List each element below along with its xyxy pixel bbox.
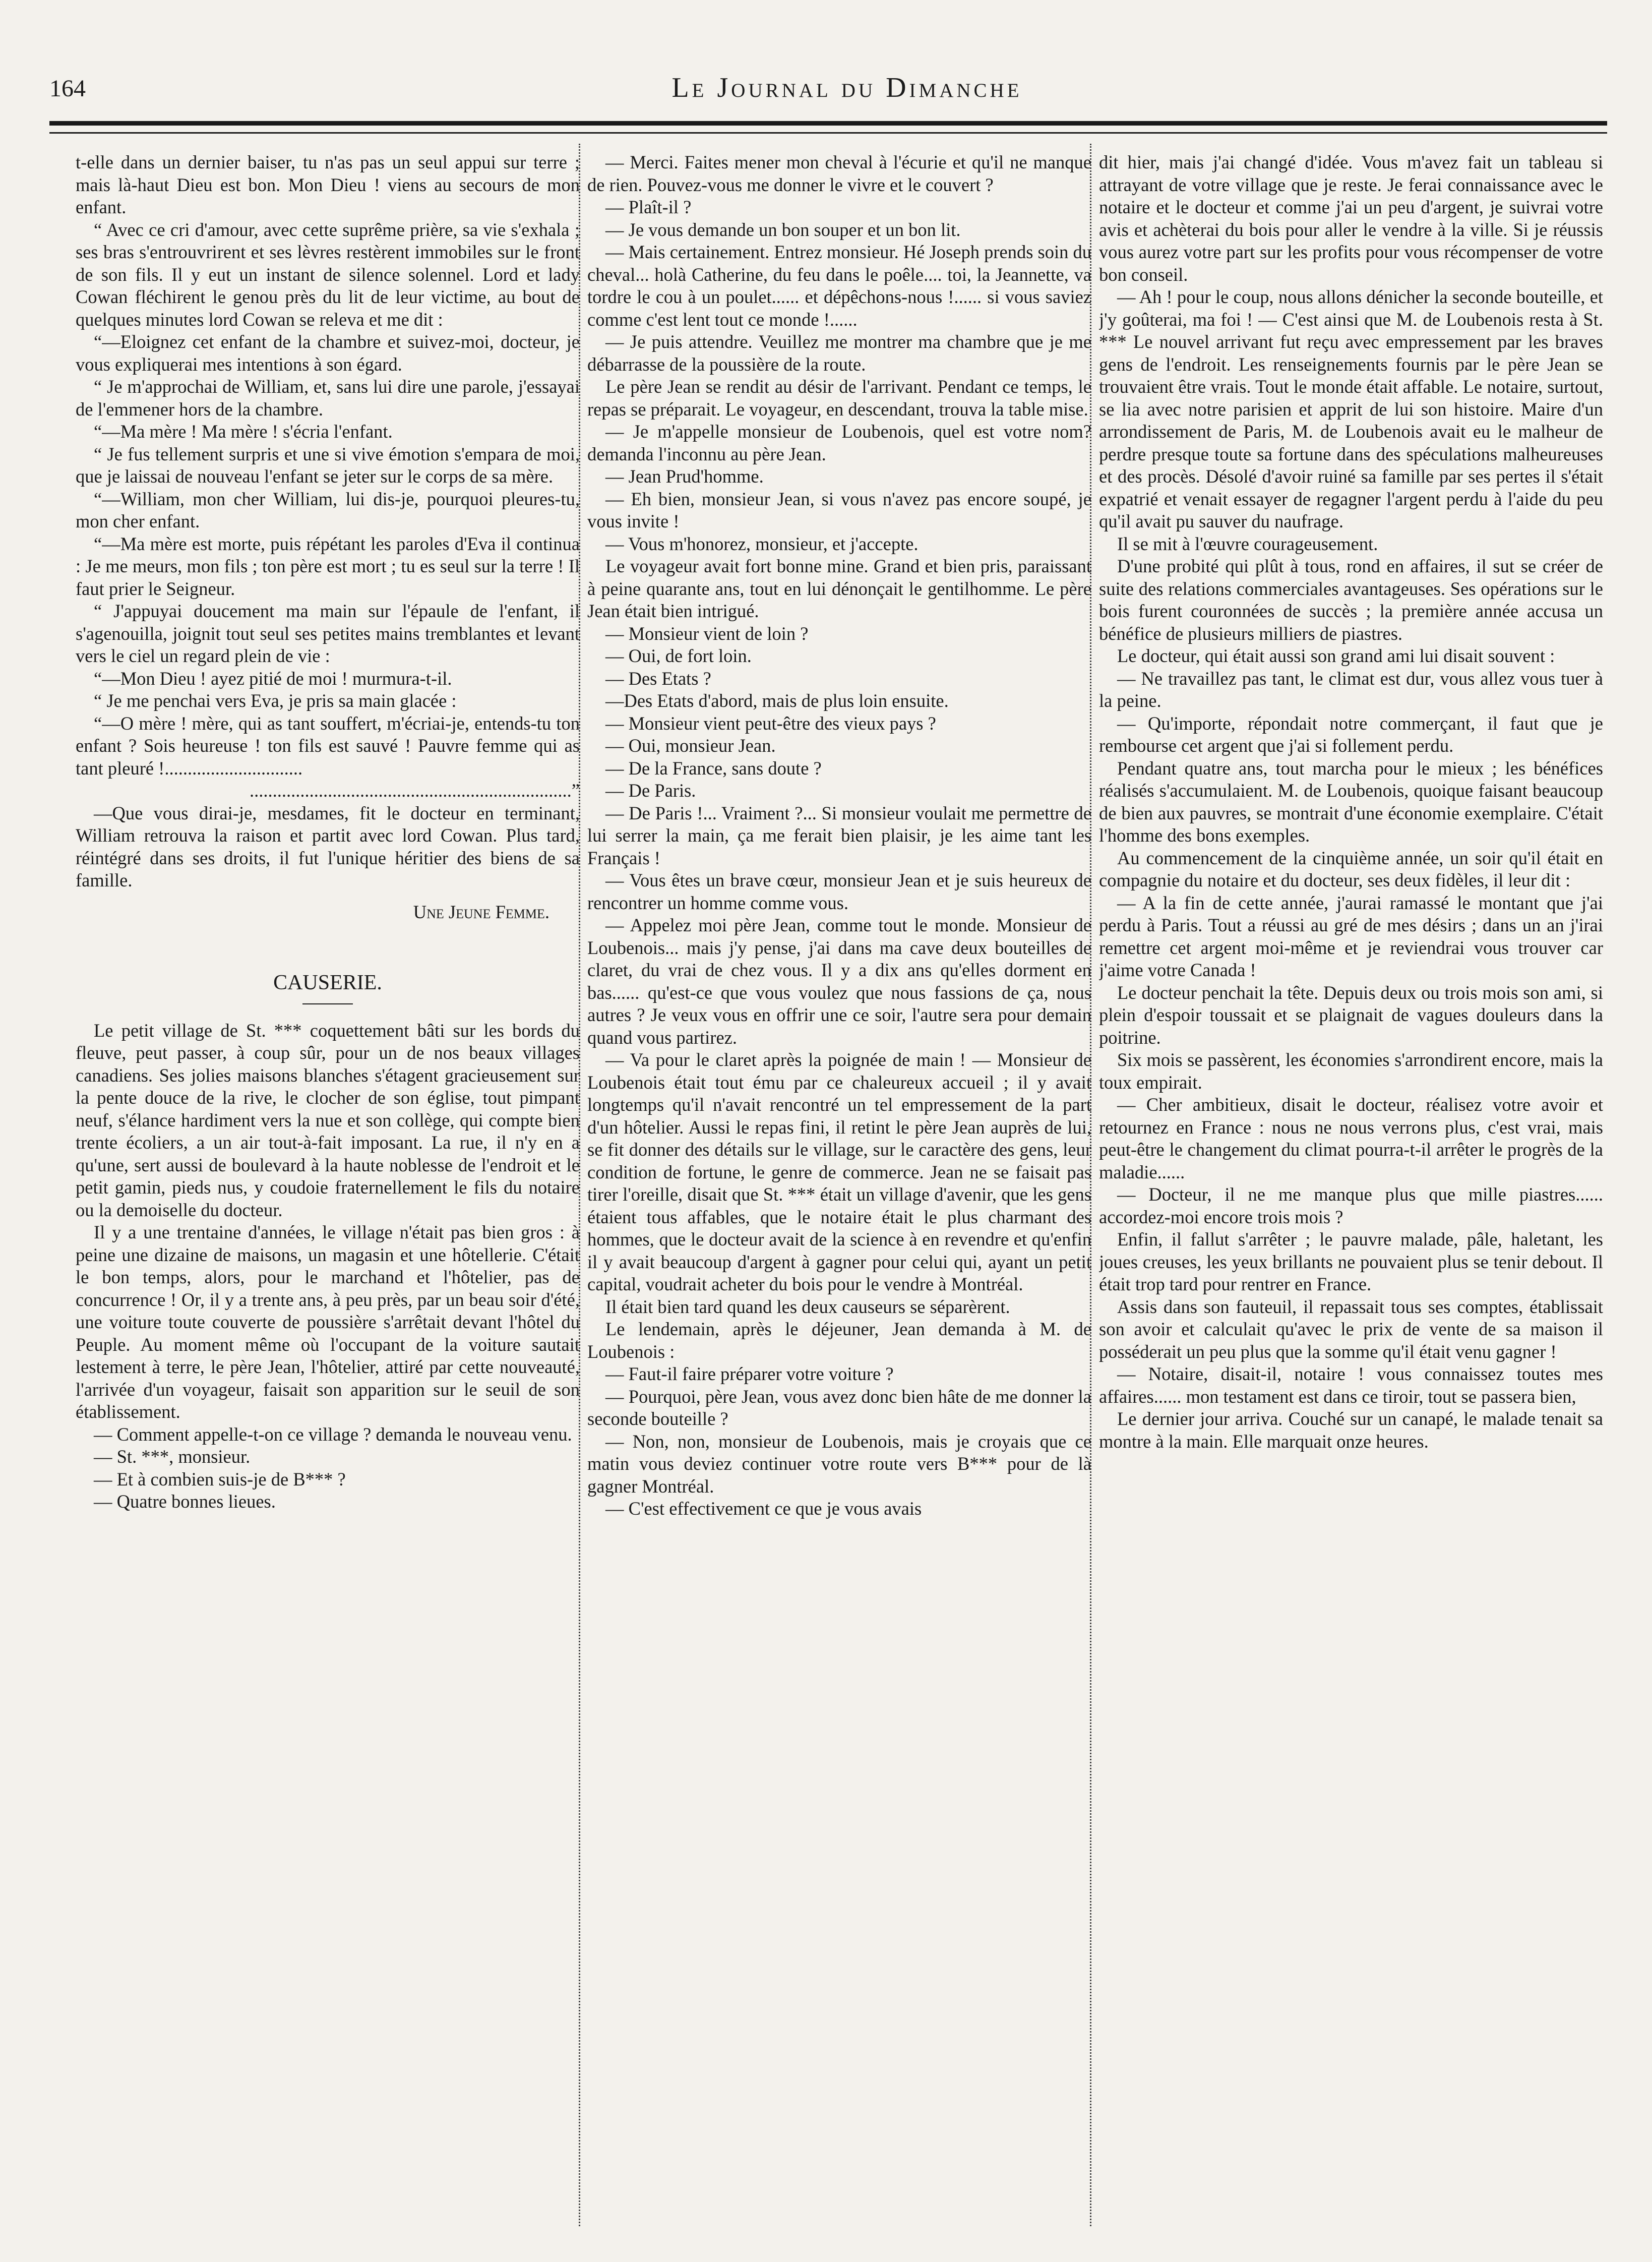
paragraph: Enfin, il fallut s'arrêter ; le pauvre malade, pâle, haletant, les joues creuses, les yeux brillants ne pouvaient plus se tenir debout. Il était trop tard pour rentrer en France.: [1099, 1229, 1603, 1294]
paragraph: “—Mon Dieu ! ayez pitié de moi ! murmura-t-il.: [94, 668, 452, 689]
paragraph: D'une probité qui plût à tous, rond en affaires, il sut se créer de suite des relations commerciales avantageuses. Ses opérations sur le bois furent couronnées de succès ; la première année accusa un bénéfice de plusieurs milliers de piastres.: [1099, 556, 1603, 644]
paragraph: “—O mère ! mère, qui as tant souffert, m'écriai-je, entends-tu ton enfant ? Sois heureuse ! ton fils est sauvé ! Pauvre femme qui as tant pleuré !..............................: [76, 712, 580, 779]
paragraph: — Docteur, il ne me manque plus que mille piastres...... accordez-moi encore trois mois ?: [1099, 1184, 1603, 1227]
ellipsis-line: ......................................................................”: [250, 780, 580, 801]
column-middle: [587, 151, 1091, 2224]
paragraph: — Notaire, disait-il, notaire ! vous connaissez toutes mes affaires...... mon testament est dans ce tiroir, tout se passera bien,: [1099, 1363, 1603, 1407]
header-rule-thick: [49, 121, 1607, 126]
paragraph: — Non, non, monsieur de Loubenois, mais je croyais que ce matin vous deviez continuer votre route vers B*** pour de là gagner Montréal.: [587, 1431, 1091, 1497]
paragraph: — Merci. Faites mener mon cheval à l'écurie et qu'il ne manque de rien. Pouvez-vous me donner le vivre et le couvert ?: [587, 152, 1091, 195]
paragraph: “ Avec ce cri d'amour, avec cette suprême prière, sa vie s'exhala ; ses bras s'entrouvrirent et ses lèvres restèrent immobiles sur le front de son fils. Il y eut un instant de silence solennel. Lord et lady Cowan fléchirent le genou près du lit de leur victime, au bout de quelques minutes lord Cowan se releva et me dit :: [76, 219, 580, 330]
paragraph: — A la fin de cette année, j'aurai ramassé le montant que j'ai perdu à Paris. Tout a réussi au gré de mes désirs ; dans un an j'irai remettre cet argent moi-même et je reviendrai vous trouver car j'aime votre Canada !: [1099, 892, 1603, 980]
paragraph: — Appelez moi père Jean, comme tout le monde. Monsieur de Loubenois... mais j'y pense, j'ai dans ma cave deux bouteilles de claret, du vrai de chez vous. Il y a dix ans qu'elles dorment en bas...... qu'est-ce que vous voulez que nous fassions de ça, nous autres ? Je veux vous en offrir une ce soir, l'autre sera pour demain quand vous partirez.: [587, 915, 1091, 1048]
paragraph: “—Ma mère ! Ma mère ! s'écria l'enfant.: [94, 421, 393, 442]
paragraph: — C'est effectivement ce que je vous avais: [605, 1498, 922, 1519]
paragraph: Il était bien tard quand les deux causeurs se séparèrent.: [605, 1296, 1010, 1317]
paragraph: — Faut-il faire préparer votre voiture ?: [605, 1363, 894, 1384]
paragraph: — Je m'appelle monsieur de Loubenois, quel est votre nom? demanda l'inconnu au père Jean.: [587, 421, 1091, 464]
paragraph: Il y a une trentaine d'années, le village n'était pas bien gros : à peine une dizaine de maisons, un magasin et une hôtellerie. C'était le bon temps, alors, pour le marchand et l'hôtelier, pas de concurrence ! Or, il y a trente ans, à peu près, par un beau soir d'été, une voiture toute couverte de poussière s'arrêtait devant l'hôtel du Peuple. Au moment même où l'occupant de la voiture sautait lestement à terre, le père Jean, l'hôtelier, attiré par cette nouveauté, l'arrivée d'un voyageur, faisait son apparition sur le seuil de son établissement.: [76, 1222, 580, 1422]
section-title: CAUSERIE.: [273, 971, 382, 994]
paragraph: Six mois se passèrent, les économies s'arrondirent encore, mais la toux empirait.: [1099, 1049, 1603, 1093]
paragraph: — Qu'importe, répondait notre commerçant, il faut que je rembourse cet argent que j'ai si follement perdu.: [1099, 712, 1603, 756]
paragraph: “—Ma mère est morte, puis répétant les paroles d'Eva il continua : Je me meurs, mon fils ; ton père est mort ; tu es seul sur la terre ! Il faut prier le Seigneur.: [76, 533, 580, 599]
paragraph: Le voyageur avait fort bonne mine. Grand et bien pris, paraissant à peine quarante ans, tout en lui dénonçait le gentilhomme. Le père Jean était bien intrigué.: [587, 556, 1091, 621]
column-right: [1099, 151, 1603, 2224]
paragraph: “—William, mon cher William, lui dis-je, pourquoi pleures-tu, mon cher enfant.: [76, 488, 580, 531]
column-left: [76, 151, 580, 2224]
paragraph: — Plaît-il ?: [605, 197, 692, 217]
paragraph: “ Je me penchai vers Eva, je pris sa main glacée :: [94, 690, 457, 711]
paragraph: — Jean Prud'homme.: [605, 466, 764, 487]
paragraph: — Quatre bonnes lieues.: [94, 1491, 276, 1512]
paragraph: — Je puis attendre. Veuillez me montrer ma chambre que je me débarrasse de la poussière de la route.: [587, 331, 1091, 375]
section-rule: [302, 1003, 353, 1004]
paragraph: — St. ***, monsieur.: [94, 1446, 251, 1467]
header-rule-thin: [49, 132, 1607, 134]
paragraph: Le docteur penchait la tête. Depuis deux ou trois mois son ami, si plein d'espoir toussait et se plaignait de vagues douleurs dans la poitrine.: [1099, 982, 1603, 1048]
paragraph: Assis dans son fauteuil, il repassait tous ses comptes, établissait son avoir et calculait qu'avec le prix de vente de sa maison il posséderait un peu plus que la somme qu'il était venu gagner !: [1099, 1296, 1603, 1362]
paragraph: “ Je m'approchai de William, et, sans lui dire une parole, j'essayai de l'emmener hors de la chambre.: [76, 376, 580, 420]
paragraph: Il se mit à l'œuvre courageusement.: [1117, 533, 1378, 554]
journal-title: Le Journal du Dimanche: [671, 72, 1022, 103]
page-number: 164: [49, 75, 86, 102]
paragraph: — Je vous demande un bon souper et un bon lit.: [605, 219, 961, 240]
paragraph: — Pourquoi, père Jean, vous avez donc bien hâte de me donner la seconde bouteille ?: [587, 1386, 1091, 1429]
paragraph: Le dernier jour arriva. Couché sur un canapé, le malade tenait sa montre à la main. Elle marquait onze heures.: [1099, 1408, 1603, 1452]
paragraph: Le père Jean se rendit au désir de l'arrivant. Pendant ce temps, le repas se préparait. Le voyageur, en descendant, trouva la table mise.: [587, 376, 1091, 420]
paragraph: — Mais certainement. Entrez monsieur. Hé Joseph prends soin du cheval... holà Catherine, du feu dans le poêle.... toi, la Jeannette, va tordre le cou à un poulet...... et dépêchons-nous !...... si vous saviez comme c'est lent tout ce monde !......: [587, 242, 1091, 330]
paragraph: “—Eloignez cet enfant de la chambre et suivez-moi, docteur, je vous expliquerai mes intentions à son égard.: [76, 331, 580, 375]
paragraph: “ J'appuyai doucement ma main sur l'épaule de l'enfant, il s'agenouilla, joignit tout seul ses petites mains tremblantes et levant vers le ciel un regard plein de vie :: [76, 601, 580, 666]
paragraph: — Vous êtes un brave cœur, monsieur Jean et je suis heureux de rencontrer un homme comme vous.: [587, 870, 1091, 913]
paragraph: — De Paris.: [605, 780, 696, 801]
paragraph: “ Je fus tellement surpris et une si vive émotion s'empara de moi, que je laissai de nouveau l'enfant se jeter sur le corps de sa mère.: [76, 443, 580, 487]
paragraph: — Vous m'honorez, monsieur, et j'accepte.: [605, 533, 919, 554]
paragraph: dit hier, mais j'ai changé d'idée. Vous m'avez fait un tableau si attrayant de votre village que je reste. Je ferai connaissance avec le notaire et le docteur et comme j'ai un peu d'argent, je suivrai votre avis et achèterai du bois pour aller le vendre à la ville. Si je réussis vous aurez votre part sur les profits pour vous récompenser de votre bon conseil.: [1099, 152, 1603, 285]
paragraph: — Des Etats ?: [605, 668, 711, 689]
paragraph: — Monsieur vient de loin ?: [605, 623, 809, 644]
paragraph: t-elle dans un dernier baiser, tu n'as pas un seul appui sur terre ; mais là-haut Dieu est bon. Mon Dieu ! viens au secours de mon enfant.: [76, 152, 580, 217]
paragraph: — Va pour le claret après la poignée de main ! — Monsieur de Loubenois était tout ému par ce chaleureux accueil ; il y avait longtemps qu'il n'avait rencontré un tel empressement de la part d'un hôtelier. Aussi le repas fini, il retint le père Jean auprès de lui, se fit donner des détails sur le village, sur le caractère des gens, leur condition de fortune, le genre de commerce. Jean ne se faisait pas tirer l'oreille, disait que St. *** était un village d'avenir, que les gens étaient tous affables, que le notaire était le plus charmant des hommes, que le docteur avait de la science à en revendre et qu'enfin il y avait beaucoup d'argent à gagner pour celui qui, ayant un petit capital, voudrait acheter du bois pour le vendre à Montréal.: [587, 1049, 1091, 1294]
paragraph: Le docteur, qui était aussi son grand ami lui disait souvent :: [1117, 645, 1555, 666]
paragraph: — Cher ambitieux, disait le docteur, réalisez votre avoir et retournez en France : nous ne nous verrons plus, c'est vrai, mais peut-être le changement du climat pourra-t-il arrêter le progrès de la maladie......: [1099, 1094, 1603, 1182]
paragraph: —Que vous dirai-je, mesdames, fit le docteur en terminant, William retrouva la raison et partit avec lord Cowan. Plus tard, réintégré dans ses droits, il fut l'unique héritier des biens de sa famille.: [76, 802, 580, 890]
paragraph: — Et à combien suis-je de B*** ?: [94, 1468, 346, 1490]
paragraph: —Des Etats d'abord, mais de plus loin ensuite.: [605, 690, 949, 711]
paragraph: — De la France, sans doute ?: [605, 757, 822, 779]
paragraph: — Ne travaillez pas tant, le climat est dur, vous allez vous tuer à la peine.: [1099, 668, 1603, 711]
paragraph: Le petit village de St. *** coquettement bâti sur les bords du fleuve, peut passer, à coup sûr, pour un de nos beaux villages canadiens. Ses jolies maisons blanches s'étagent gracieusement sur la pente douce de la rive, le clocher de son église, tout pimpant neuf, s'élance hardiment vers la nue et son collège, qui compte bien trente écoliers, a un air tout-à-fait imposant. La rue, il n'y en a qu'une, sert aussi de boulevard à la haute noblesse de l'endroit et le petit gamin, pieds nus, y coudoie fraternellement le fils du notaire ou la demoiselle du docteur.: [76, 1020, 580, 1220]
paragraph: — De Paris !... Vraiment ?... Si monsieur voulait me permettre de lui serrer la main, ça me ferait bien plaisir, je les aime tant les Français !: [587, 802, 1091, 868]
paragraph: — Oui, monsieur Jean.: [605, 735, 776, 756]
paragraph: — Ah ! pour le coup, nous allons dénicher la seconde bouteille, et j'y goûterai, ma foi ! — C'est ainsi que M. de Loubenois resta à St. *** Le nouvel arrivant fut reçu avec empressement par les braves gens de l'endroit. Les renseignements fournis par le père Jean se trouvaient être vrais. Tout le monde était affable. Le notaire, surtout, se lia avec notre parisien et apprit de lui son histoire. Maire d'un arrondissement de Paris, M. de Loubenois avait eu le malheur de perdre presque toute sa fortune dans des spéculations malheureuses et des procès. Désolé d'avoir ruiné sa famille par ses pertes il s'était expatrié et venait essayer de regagner l'argent perdu à l'aide du peu qu'il avait pu sauver du naufrage.: [1099, 286, 1603, 531]
paragraph: — Eh bien, monsieur Jean, si vous n'avez pas encore soupé, je vous invite !: [587, 488, 1091, 531]
paragraph: — Monsieur vient peut-être des vieux pays ?: [605, 712, 936, 734]
paragraph: Pendant quatre ans, tout marcha pour le mieux ; les bénéfices réalisés s'accumulaient. M. de Loubenois, quoique faisant beaucoup de bien aux pauvres, se montrait d'une économie exemplaire. C'était l'homme des bons exemples.: [1099, 757, 1603, 846]
paragraph: — Comment appelle-t-on ce village ? demanda le nouveau venu.: [94, 1423, 572, 1445]
article-signature: Une Jeune Femme.: [413, 901, 549, 922]
paragraph: — Oui, de fort loin.: [605, 645, 752, 666]
paragraph: Le lendemain, après le déjeuner, Jean demanda à M. de Loubenois :: [587, 1319, 1091, 1362]
paragraph: Au commencement de la cinquième année, un soir qu'il était en compagnie du notaire et du docteur, ses deux fidèles, il leur dit :: [1099, 847, 1603, 890]
